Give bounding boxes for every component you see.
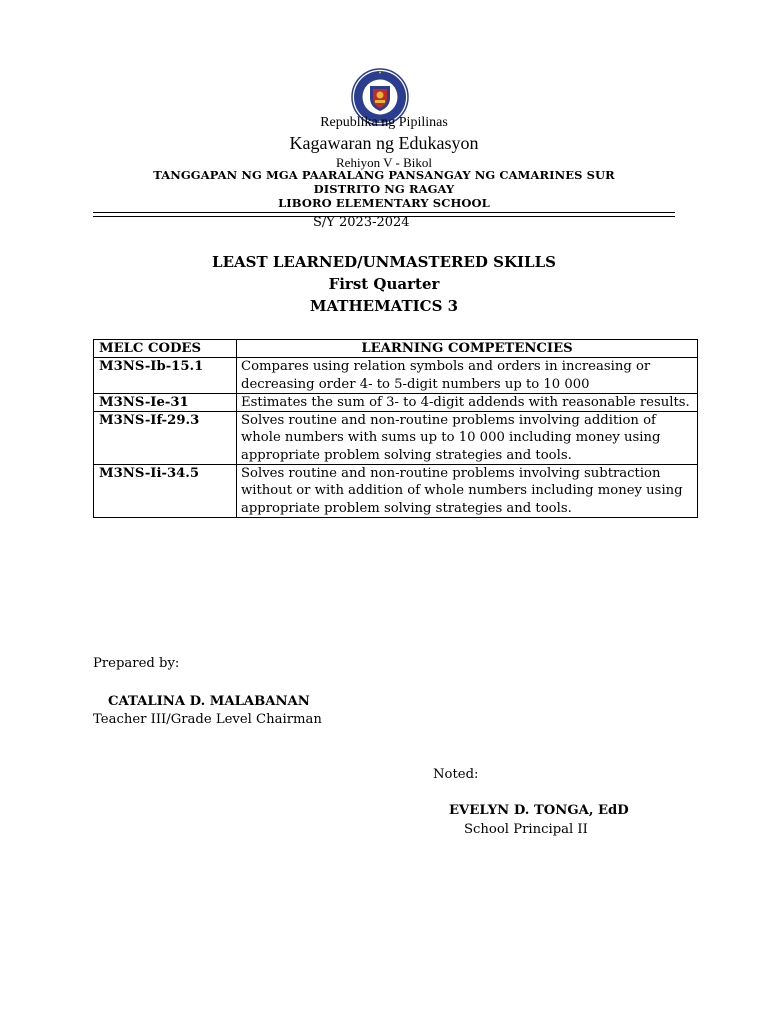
header-rehiyon: Rehiyon V - Bikol bbox=[336, 155, 432, 170]
header-kagawaran: Kagawaran ng Edukasyon bbox=[289, 133, 479, 153]
document-subject: MATHEMATICS 3 bbox=[309, 297, 459, 315]
melc-codes-header: MELC CODES bbox=[94, 340, 237, 358]
document-title: LEAST LEARNED/UNMASTERED SKILLS bbox=[212, 253, 556, 271]
table-header-row bbox=[94, 340, 698, 358]
melc-code: M3NS-Ii-34.5 bbox=[94, 465, 237, 518]
header-distrito: DISTRITO NG RAGAY bbox=[313, 182, 455, 196]
principal-name: EVELYN D. TONGA, EdD bbox=[449, 803, 629, 818]
header-school: LIBORO ELEMENTARY SCHOOL bbox=[278, 196, 490, 210]
principal-position: School Principal II bbox=[464, 822, 588, 837]
prepared-by-label: Prepared by: bbox=[93, 656, 180, 671]
table-row bbox=[94, 412, 698, 465]
melc-code: M3NS-Ib-15.1 bbox=[94, 358, 237, 394]
table-row bbox=[94, 358, 698, 394]
learning-competencies-header: LEARNING COMPETENCIES bbox=[237, 340, 698, 358]
learning-competency: Solves routine and non-routine problems involving addition of whole numbers with sums up to 10 000 including money using appropriate problem solving strategies and tools. bbox=[237, 412, 698, 465]
school-year: S/Y 2023-2024 bbox=[313, 215, 410, 230]
melc-code: M3NS-Ie-31 bbox=[94, 393, 237, 411]
header-tanggapan: TANGGAPAN NG MGA PAARALANG PANSANGAY NG CAMARINES SUR bbox=[153, 168, 615, 182]
header-republika: Republika ng Pipilinas bbox=[320, 115, 448, 130]
noted-by-label: Noted: bbox=[433, 767, 479, 782]
preparer-name: CATALINA D. MALABANAN bbox=[108, 694, 310, 709]
preparer-position: Teacher III/Grade Level Chairman bbox=[93, 712, 322, 727]
competencies-table bbox=[93, 339, 698, 518]
header-divider bbox=[93, 212, 675, 213]
learning-competency: Solves routine and non-routine problems involving subtraction without or with addition of whole numbers including money using appropriate problem solving strategies and tools. bbox=[237, 465, 698, 518]
learning-competency: Estimates the sum of 3- to 4-digit addends with reasonable results. bbox=[237, 393, 698, 411]
table-row bbox=[94, 393, 698, 411]
learning-competency: Compares using relation symbols and orders in increasing or decreasing order 4- to 5-digit numbers up to 10 000 bbox=[237, 358, 698, 394]
melc-code: M3NS-If-29.3 bbox=[94, 412, 237, 465]
document-quarter: First Quarter bbox=[328, 275, 440, 293]
table-row bbox=[94, 465, 698, 518]
